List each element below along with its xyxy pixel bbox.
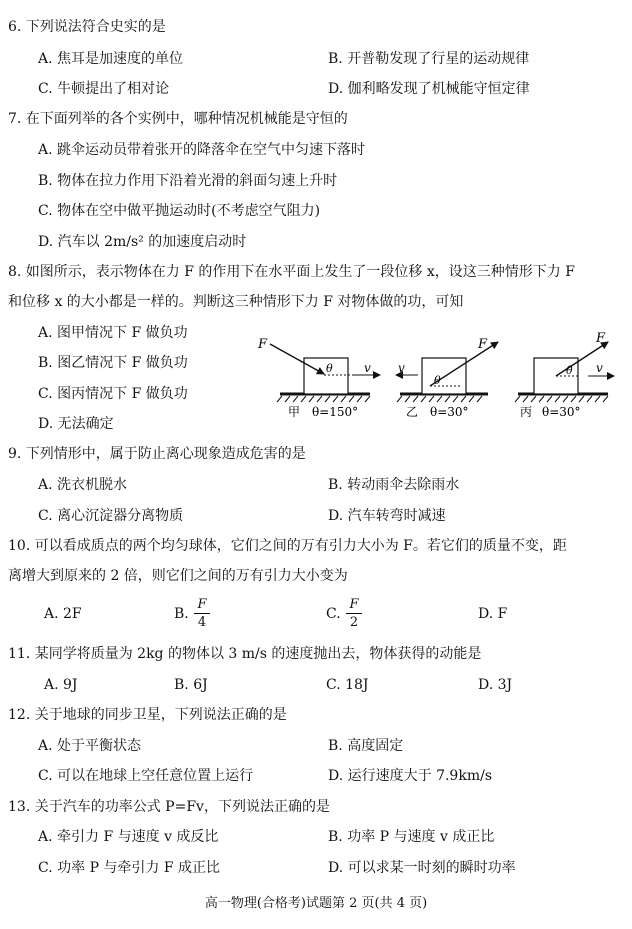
q7-option-a: A. 跳伞运动员带着张开的降落伞在空气中匀速下落时 — [38, 142, 366, 158]
figure-bing-name: 丙 — [520, 405, 533, 419]
q11-option-b: B. 6J — [174, 677, 208, 693]
fraction-bar — [194, 613, 210, 614]
q10-option-c-numerator: F — [349, 597, 359, 612]
figure-jia-theta: θ — [326, 362, 333, 375]
q11-option-d: D. 3J — [478, 677, 513, 693]
q8-option-b: B. 图乙情况下 F 做负功 — [38, 355, 188, 371]
q13-option-a: A. 牵引力 F 与速度 v 成反比 — [38, 829, 219, 845]
q10-option-b-fraction — [194, 597, 210, 630]
q9-option-a: A. 洗衣机脱水 — [38, 477, 128, 493]
q10-option-c-prefix: C. — [326, 606, 341, 622]
q6-option-c: C. 牛顿提出了相对论 — [38, 81, 170, 97]
q11-option-a: A. 9J — [44, 677, 78, 693]
fraction-bar — [346, 613, 362, 614]
q9-option-b: B. 转动雨伞去除雨水 — [328, 477, 460, 493]
q10-option-a: A. 2F — [44, 606, 82, 622]
q12-stem: 12. 关于地球的同步卫星，下列说法正确的是 — [8, 707, 287, 723]
page-footer: 高一物理(合格考)试题第 2 页(共 4 页) — [204, 896, 428, 911]
q7-option-b: B. 物体在拉力作用下沿着光滑的斜面匀速上升时 — [38, 173, 338, 189]
q10-stem-line2: 离增大到原来的 2 倍，则它们之间的万有引力大小变为 — [8, 568, 348, 584]
figure-yi-name: 乙 — [406, 405, 419, 419]
figure-yi-velocity: v — [398, 361, 405, 375]
q7-option-d: D. 汽车以 2m/s² 的加速度启动时 — [38, 234, 247, 250]
figure-bing-velocity: v — [596, 361, 603, 375]
q11-option-c: C. 18J — [326, 677, 369, 693]
figure-yi-angle: θ=30° — [430, 405, 469, 419]
q9-option-c: C. 离心沉淀器分离物质 — [38, 508, 184, 524]
q9-option-d: D. 汽车转弯时减速 — [328, 508, 446, 524]
figure-yi-theta: θ — [434, 374, 441, 387]
q6-option-d: D. 伽利略发现了机械能守恒定律 — [328, 81, 530, 97]
figure-bing-force-label: F — [596, 331, 606, 346]
figure-bing-theta: θ — [566, 364, 573, 377]
q12-option-b: B. 高度固定 — [328, 738, 404, 754]
q10-option-c-fraction — [346, 597, 362, 630]
q7-stem: 7. 在下面列举的各个实例中，哪种情况机械能是守恒的 — [8, 111, 348, 127]
q6-stem: 6. 下列说法符合史实的是 — [8, 19, 166, 35]
q7-option-c: C. 物体在空中做平抛运动时(不考虑空气阻力) — [38, 203, 321, 219]
q10-stem-line1: 10. 可以看成质点的两个均匀球体，它们之间的万有引力大小为 F。若它们的质量不变，距 — [8, 538, 567, 554]
q8-stem-line1: 8. 如图所示，表示物体在力 F 的作用下在水平面上发生了一段位移 x，设这三种情形下力 F — [8, 264, 575, 280]
q12-option-c: C. 可以在地球上空任意位置上运行 — [38, 768, 254, 784]
q10-option-c-denominator: 2 — [349, 615, 359, 630]
figure-bing — [515, 331, 614, 419]
q8-option-a: A. 图甲情况下 F 做负功 — [38, 325, 188, 341]
q12-option-a: A. 处于平衡状态 — [38, 738, 142, 754]
q9-stem: 9. 下列情形中，属于防止离心现象造成危害的是 — [8, 446, 306, 462]
q13-option-d: D. 可以求某一时刻的瞬时功率 — [328, 860, 516, 876]
figure-jia-force-label: F — [258, 337, 268, 352]
q8-stem-line2: 和位移 x 的大小都是一样的。判断这三种情形下力 F 对物体做的功，可知 — [8, 294, 464, 310]
q13-option-b: B. 功率 P 与速度 v 成正比 — [328, 829, 495, 845]
q6-option-b: B. 开普勒发现了行星的运动规律 — [328, 51, 530, 67]
figure-bing-angle: θ=30° — [542, 405, 581, 419]
figure-jia-angle: θ=150° — [312, 405, 359, 419]
q13-option-c: C. 功率 P 与牵引力 F 成正比 — [38, 860, 221, 876]
q11-stem: 11. 某同学将质量为 2kg 的物体以 3 m/s 的速度抛出去，物体获得的动能是 — [8, 646, 482, 662]
q10-option-b-prefix: B. — [174, 606, 189, 622]
figure-jia-velocity: v — [364, 361, 371, 375]
q8-option-c: C. 图丙情况下 F 做负功 — [38, 386, 188, 402]
figure-jia-name: 甲 — [288, 405, 301, 419]
q8-figures — [250, 330, 622, 425]
figure-jia — [257, 337, 380, 419]
q10-option-d: D. F — [478, 606, 508, 622]
q13-stem: 13. 关于汽车的功率公式 P=Fv，下列说法正确的是 — [8, 799, 330, 815]
q8-option-d: D. 无法确定 — [38, 416, 114, 432]
q10-option-b-denominator: 4 — [197, 615, 207, 630]
figure-yi — [396, 337, 498, 419]
q6-option-a: A. 焦耳是加速度的单位 — [38, 51, 184, 67]
q12-option-d: D. 运行速度大于 7.9km/s — [328, 768, 493, 784]
figure-yi-force-label: F — [478, 337, 488, 352]
q10-option-b-numerator: F — [197, 597, 207, 612]
